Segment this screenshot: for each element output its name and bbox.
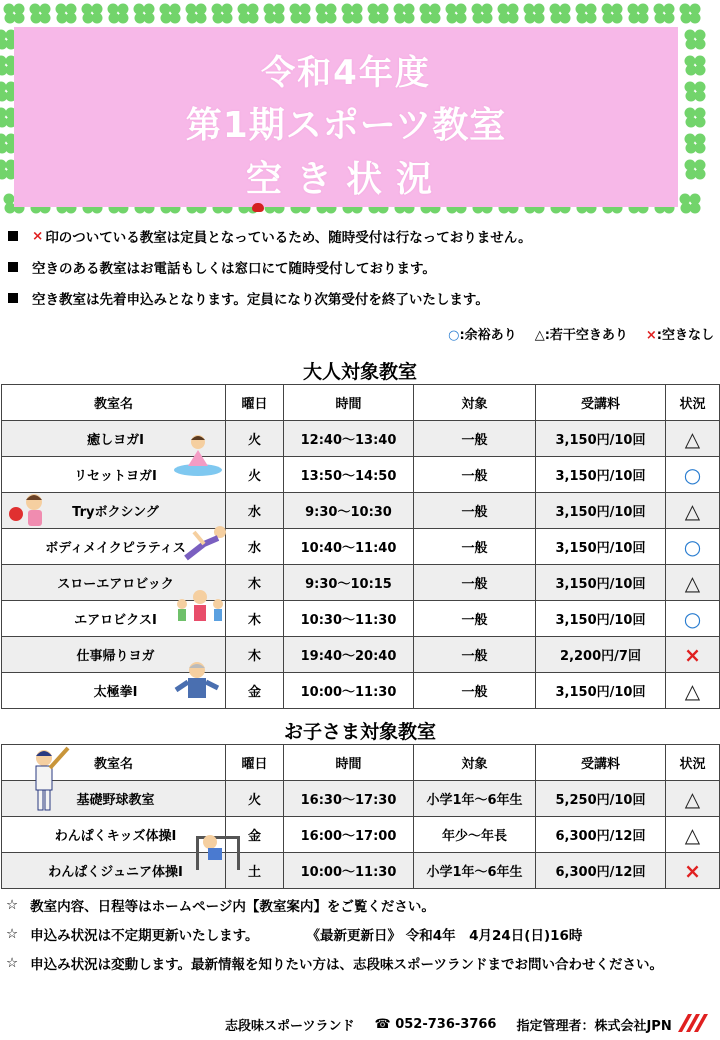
- star-icon: ☆: [6, 925, 19, 942]
- time-cell: 13:50～14:50: [284, 457, 414, 493]
- notice-list: [6, 220, 716, 313]
- status-cell: △: [666, 781, 720, 817]
- adult-section-title: 大人対象教室: [302, 361, 417, 383]
- time-cell: 19:40～20:40: [284, 637, 414, 673]
- col-header-fee: 受講料: [536, 385, 666, 421]
- status-cell: ○: [666, 601, 720, 637]
- footnote-item: [6, 890, 718, 919]
- table-row: [2, 853, 720, 889]
- circle-icon: ○: [448, 328, 460, 343]
- fee-cell: 3,150円/10回: [536, 493, 666, 529]
- status-cell: △: [666, 817, 720, 853]
- col-header-class: 教室名: [2, 385, 226, 421]
- status-cell: △: [666, 673, 720, 709]
- time-cell: 9:30～10:15: [284, 565, 414, 601]
- footnote-list: [6, 890, 718, 977]
- day-cell: 木: [226, 637, 284, 673]
- phone-text: 052-736-3766: [395, 1017, 497, 1032]
- yoga-person-illustration: [172, 432, 224, 478]
- table-header-row: [2, 385, 720, 421]
- fee-cell: 2,200円/7回: [536, 637, 666, 673]
- target-cell: 小学1年～6年生: [414, 853, 536, 889]
- table-row: [2, 457, 720, 493]
- legend-triangle: [535, 324, 628, 343]
- header-banner: [0, 0, 720, 215]
- notice-text: 空き教室は先着申込みとなります。定員になり次第受付を終了いたします。: [32, 291, 489, 308]
- target-cell: 小学1年～6年生: [414, 781, 536, 817]
- class-name-cell: 癒しヨガⅠ: [2, 421, 226, 457]
- class-name-cell: 仕事帰りヨガ: [2, 637, 226, 673]
- day-cell: 火: [226, 781, 284, 817]
- ladybug-icon: [252, 203, 264, 212]
- time-cell: 16:30～17:30: [284, 781, 414, 817]
- status-cell: ○: [666, 529, 720, 565]
- legend-circle-label: :余裕あり: [459, 328, 517, 343]
- status-cell: △: [666, 565, 720, 601]
- fee-cell: 3,150円/10回: [536, 601, 666, 637]
- day-cell: 水: [226, 493, 284, 529]
- bullet-square-icon: [8, 262, 18, 272]
- col-header-target: 対象: [414, 745, 536, 781]
- bullet-square-icon: [8, 231, 18, 241]
- day-cell: 水: [226, 529, 284, 565]
- table-row: [2, 673, 720, 709]
- facility-name: 志段味スポーツランド: [225, 1019, 355, 1034]
- legend-cross: [646, 324, 714, 343]
- class-name-cell: エアロビクスⅠ: [2, 601, 226, 637]
- table-header-row: [2, 745, 720, 781]
- table-row: [2, 601, 720, 637]
- col-header-day: 曜日: [226, 745, 284, 781]
- class-name-cell: スローエアロビック: [2, 565, 226, 601]
- footnote-item: [6, 948, 718, 977]
- banner-title-status: 空き状況: [245, 159, 446, 200]
- day-cell: 木: [226, 601, 284, 637]
- time-cell: 10:30～11:30: [284, 601, 414, 637]
- class-name-cell: リセットヨガⅠ: [2, 457, 226, 493]
- status-legend: [448, 324, 714, 343]
- notice-text: 空きのある教室はお電話もしくは窓口にて随時受付しております。: [32, 260, 436, 277]
- day-cell: 金: [226, 673, 284, 709]
- star-icon: ☆: [6, 896, 19, 913]
- manager-name: 指定管理者：株式会社JPN: [516, 1019, 672, 1034]
- col-header-time: 時間: [284, 385, 414, 421]
- table-row: [2, 817, 720, 853]
- table-row: [2, 529, 720, 565]
- cross-mark: ×: [32, 227, 44, 244]
- legend-circle: [448, 324, 517, 343]
- table-row: [2, 565, 720, 601]
- target-cell: 一般: [414, 493, 536, 529]
- legend-triangle-label: :若干空きあり: [544, 328, 628, 343]
- table-row: [2, 781, 720, 817]
- target-cell: 一般: [414, 565, 536, 601]
- class-name-cell: わんぱくジュニア体操Ⅰ: [2, 853, 226, 889]
- notice-item: [6, 220, 716, 251]
- kids-class-table: [1, 744, 720, 889]
- footnote-text: 教室内容、日程等はホームページ内【教室案内】をご覧ください。: [30, 898, 435, 915]
- notice-item: [6, 282, 716, 313]
- fee-cell: 6,300円/12回: [536, 853, 666, 889]
- legend-cross-label: :空きなし: [656, 328, 714, 343]
- day-cell: 金: [226, 817, 284, 853]
- time-cell: 12:40～13:40: [284, 421, 414, 457]
- gymnastics-kid-illustration: [190, 822, 244, 872]
- fee-cell: 3,150円/10回: [536, 565, 666, 601]
- star-icon: ☆: [6, 954, 19, 971]
- notice-text: 印のついている教室は定員となっているため、随時受付は行なっておりません。: [45, 229, 532, 246]
- cross-icon: ×: [645, 328, 657, 343]
- last-updated: 《最新更新日》 令和4年 4月24日(日)16時: [306, 927, 583, 944]
- table-row: [2, 421, 720, 457]
- footnote-item: [6, 919, 718, 948]
- col-header-status: 状況: [666, 385, 720, 421]
- day-cell: 木: [226, 565, 284, 601]
- phone-icon: ☎: [374, 1017, 391, 1032]
- jpn-logo: [674, 1010, 716, 1036]
- footnote-text: 申込み状況は変動します。最新情報を知りたい方は、志段味スポーツランドまでお問い合わせください。: [30, 956, 663, 973]
- triangle-icon: △: [534, 328, 545, 343]
- fee-cell: 3,150円/10回: [536, 421, 666, 457]
- status-cell: ×: [666, 637, 720, 673]
- fee-cell: 5,250円/10回: [536, 781, 666, 817]
- col-header-fee: 受講料: [536, 745, 666, 781]
- target-cell: 一般: [414, 601, 536, 637]
- banner-title-year: 令和4年度: [261, 53, 431, 93]
- table-row: [2, 637, 720, 673]
- class-name-cell: 基礎野球教室: [2, 781, 226, 817]
- banner-title-main: 第1期スポーツ教室: [185, 105, 507, 146]
- target-cell: 一般: [414, 529, 536, 565]
- target-cell: 一般: [414, 637, 536, 673]
- time-cell: 10:40～11:40: [284, 529, 414, 565]
- table-row: [2, 493, 720, 529]
- col-header-status: 状況: [666, 745, 720, 781]
- class-name-cell: 太極拳Ⅰ: [2, 673, 226, 709]
- baseball-player-illustration: [10, 744, 72, 816]
- target-cell: 一般: [414, 457, 536, 493]
- day-cell: 火: [226, 421, 284, 457]
- class-name-cell: Tryボクシング: [2, 493, 226, 529]
- class-name-cell: ボディメイクピラティス: [2, 529, 226, 565]
- col-header-time: 時間: [284, 745, 414, 781]
- phone-number: [374, 1017, 496, 1032]
- time-cell: 16:00～17:00: [284, 817, 414, 853]
- fee-cell: 3,150円/10回: [536, 529, 666, 565]
- fee-cell: 3,150円/10回: [536, 673, 666, 709]
- bullet-square-icon: [8, 293, 18, 303]
- notice-item: [6, 251, 716, 282]
- class-name-cell: わんぱくキッズ体操Ⅰ: [2, 817, 226, 853]
- aerobics-people-illustration: [170, 588, 230, 636]
- status-cell: ×: [666, 853, 720, 889]
- col-header-class: 教室名: [2, 745, 226, 781]
- fee-cell: 3,150円/10回: [536, 457, 666, 493]
- target-cell: 年少～年長: [414, 817, 536, 853]
- fee-cell: 6,300円/12回: [536, 817, 666, 853]
- footer-info: [225, 1015, 672, 1034]
- time-cell: 9:30～10:30: [284, 493, 414, 529]
- adult-class-table: [1, 384, 720, 709]
- target-cell: 一般: [414, 421, 536, 457]
- status-cell: △: [666, 493, 720, 529]
- footnote-text: 申込み状況は不定期更新いたします。: [30, 927, 259, 944]
- kids-section-title: お子さま対象教室: [283, 721, 436, 743]
- pilates-person-illustration: [180, 524, 230, 564]
- banner-panel: [14, 27, 678, 207]
- target-cell: 一般: [414, 673, 536, 709]
- status-cell: △: [666, 421, 720, 457]
- day-cell: 土: [226, 853, 284, 889]
- col-header-day: 曜日: [226, 385, 284, 421]
- day-cell: 火: [226, 457, 284, 493]
- time-cell: 10:00～11:30: [284, 853, 414, 889]
- status-cell: ○: [666, 457, 720, 493]
- taichi-person-illustration: [174, 660, 220, 710]
- boxing-person-illustration: [6, 490, 54, 530]
- time-cell: 10:00～11:30: [284, 673, 414, 709]
- col-header-target: 対象: [414, 385, 536, 421]
